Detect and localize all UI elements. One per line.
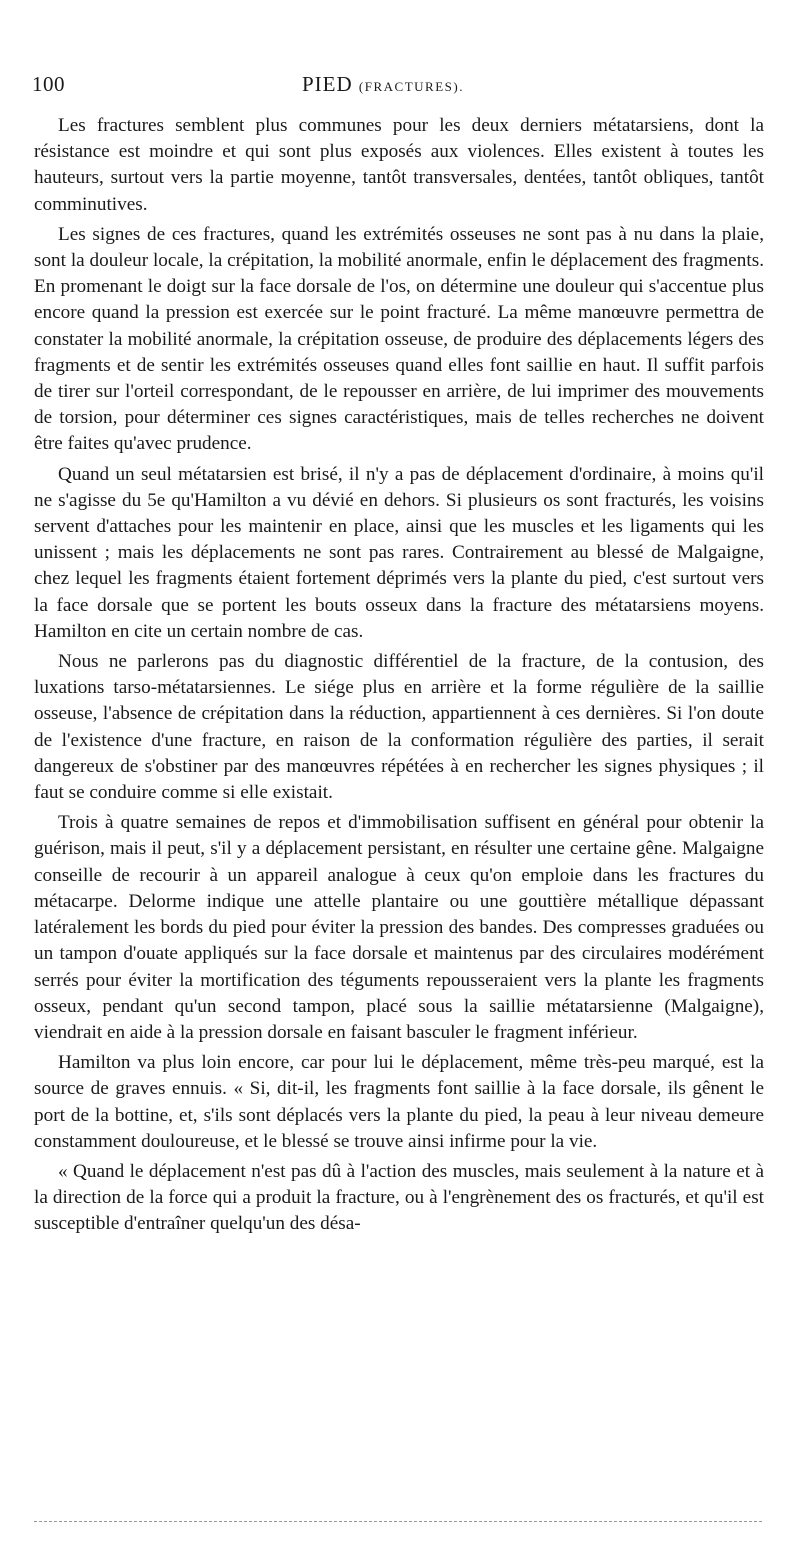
- paragraph: Quand un seul métatarsien est brisé, il n'y a pas de déplacement d'ordinaire, à moins qu'il ne s'agisse du 5e qu'Hamilton a vu dévié en dehors. Si plusieurs os sont fracturés, les voisins servent d'attaches pour les maintenir en place, ainsi que les muscles et les ligaments qui les unissent ; mais les déplacements ne sont pas rares. Contrairement au blessé de Malgaigne, chez lequel les fragments étaient fortement déprimés vers la plante du pied, c'est surtout vers la face dorsale que se portent les bouts osseux dans la fracture des métatarsiens moyens. Hamilton en cite un certain nombre de cas.: [34, 463, 764, 642]
- paragraph: Les fractures semblent plus communes pour les deux derniers métatarsiens, dont la résistance est moindre et qui sont plus exposés aux violences. Elles existent à toutes les hauteurs, surtout vers la partie moyenne, tantôt transversales, dentées, tantôt obliques, tantôt comminutives.: [34, 115, 764, 215]
- running-head-subtitle: (FRACTURES).: [358, 79, 464, 94]
- paragraph: Les signes de ces fractures, quand les extrémités osseuses ne sont pas à nu dans la plaie, sont la douleur locale, la crépitation, la mobilité anormale, enfin le déplacement des fragments. En promenant le doigt sur la face dorsale de l'os, on détermine une douleur qui s'accentue plus encore quand la pression est exercée sur le point fracturé. La même manœuvre permettra de constater la mobilité anormale, la crépitation osseuse, de produire des déplacements légers des fragments et de sentir les extrémités osseuses quand elles font saillie en haut. Il suffit parfois de tirer sur l'orteil correspondant, de le repousser en arrière, de lui imprimer des mouvements de torsion, pour déterminer ces signes caractéristiques, mais de telles recherches ne doivent être faites qu'avec prudence.: [34, 223, 764, 455]
- page-number: 100: [32, 72, 65, 96]
- paragraph: Nous ne parlerons pas du diagnostic différentiel de la fracture, de la contusion, des luxations tarso-métatarsiennes. Le siége plus en arrière et la forme régulière de la saillie osseuse, l'absence de crépitation dans la réduction, appartiennent à ces dernières. Si l'on doute de l'existence d'une fracture, en raison de la conformation régulière des parties, il serait dangereux de s'obstiner par des manœuvres répétées à en rechercher les signes physiques ; il faut se conduire comme si elle existait.: [34, 651, 764, 804]
- paragraph: Trois à quatre semaines de repos et d'immobilisation suffisent en général pour obtenir la guérison, mais il peut, s'il y a déplacement persistant, en résulter une certaine gêne. Malgaigne conseille de recourir à un appareil analogue à ceux qu'on emploie dans les fractures du métacarpe. Delorme indique une attelle plantaire ou une gouttière métallique dépassant latéralement les bords du pied pour éviter la pression des bandes. Des compresses graduées ou un tampon d'ouate appliqués sur la face dorsale et maintenus par des circulaires modérément serrés pour éviter la mortification des téguments repousseraient vers la plante les fragments osseux, pendant qu'un second tampon, placé sous la saillie métatarsienne (Malgaigne), viendrait en aide à la pression dorsale en faisant basculer le fragment inférieur.: [34, 812, 764, 1043]
- paragraph: Hamilton va plus loin encore, car pour lui le déplacement, même très-peu marqué, est la source de graves ennuis. « Si, dit-il, les fragments font saillie à la face dorsale, ils gênent le port de la bottine, et, s'ils sont déplacés vers la plante du pied, la peau à leur niveau demeure constamment douloureuse, et le blessé se trouve ainsi infirme pour la vie.: [34, 1052, 764, 1152]
- body-text: [34, 113, 764, 1242]
- page-header: [32, 72, 768, 100]
- paragraph: « Quand le déplacement n'est pas dû à l'action des muscles, mais seulement à la nature et à la direction de la force qui a produit la fracture, ou à l'engrènement des os fracturés, et qu'il est susceptible d'entraîner quelqu'un des désa-: [34, 1160, 764, 1235]
- running-head: [302, 72, 464, 97]
- running-head-title: PIED: [302, 72, 353, 96]
- footer-rule: [34, 1521, 762, 1522]
